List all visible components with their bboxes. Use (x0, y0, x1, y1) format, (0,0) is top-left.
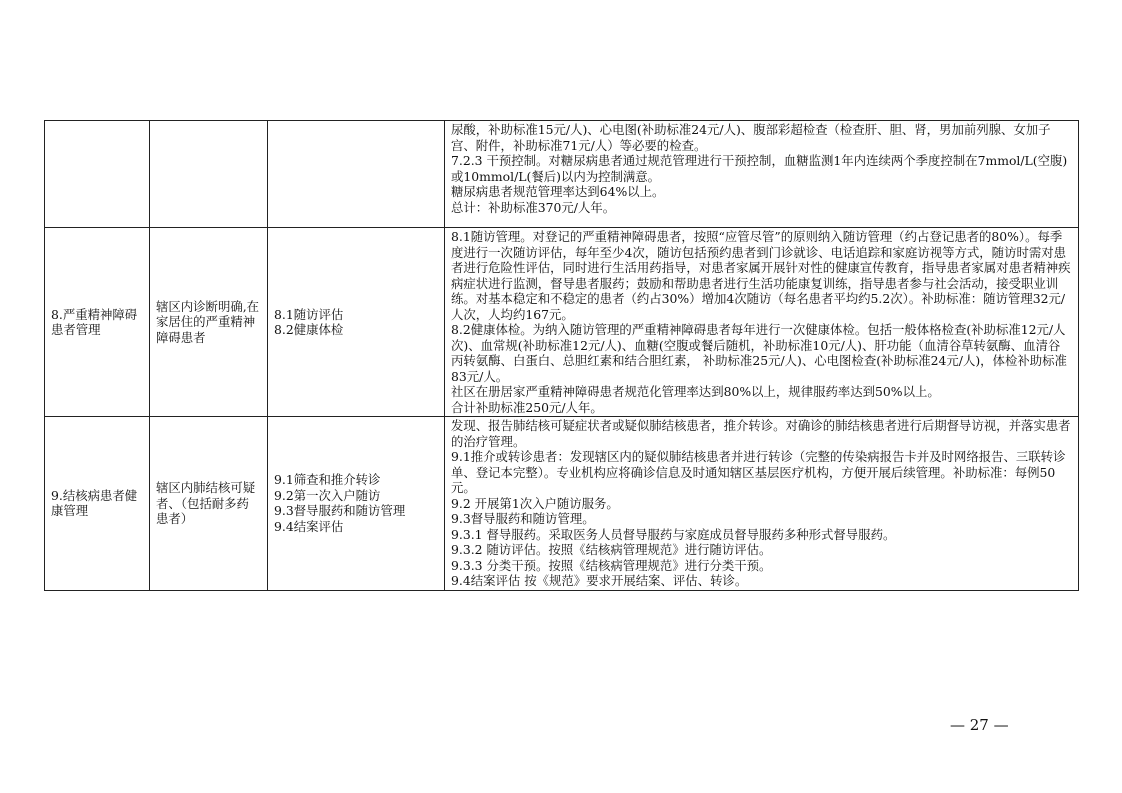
table-row-mental-disorder (45, 228, 1079, 417)
requirement-text: 发现、报告肺结核可疑症状者或疑似肺结核患者，推介转诊。对确诊的肺结核患者进行后期督导访视，并落实患者的治疗管理。 (451, 418, 1071, 449)
requirements-cell (445, 228, 1079, 417)
requirement-text: 7.2.3 干预控制。对糖尿病患者通过规范管理进行干预控制，血糖监测1年内连续两个季度控制在7mmol/L(空腹)或10mmol/L(餐后)以内为控制满意。 (451, 153, 1068, 184)
requirement-text: 糖尿病患者规范管理率达到64%以上。 (451, 184, 665, 199)
service-item: 9.1筛查和推介转诊 (274, 472, 381, 488)
requirement-text: 尿酸，补助标准15元/人)、心电图(补助标准24元/人)、腹部彩超检查（检查肝、胆、肾，男加前列腺、女加子宫、附件，补助标准71元/人）等必要的检查。 (451, 122, 1051, 153)
item-name-cell (45, 121, 150, 228)
target-population-cell (150, 121, 268, 228)
service-content-cell (268, 228, 445, 417)
requirement-text: 总计：补助标准370元/人年。 (451, 199, 616, 215)
requirement-text: 9.3.3 分类干预。按照《结核病管理规范》进行分类干预。 (451, 557, 772, 573)
page-number: — 27 — (950, 716, 1009, 734)
table-row-tuberculosis (45, 417, 1079, 591)
table-row-diabetes-continued (45, 121, 1079, 228)
requirement-text: 9.3.1 督导服药。采取医务人员督导服药与家庭成员督导服药多种形式督导服药。 (451, 526, 896, 542)
service-item: 9.3督导服药和随访管理 (274, 503, 406, 519)
requirement-text: 9.2 开展第1次入户随访服务。 (451, 495, 619, 511)
item-name-cell: 8.严重精神障碍患者管理 (45, 228, 150, 417)
requirement-text: 9.3.2 随访评估。按照《结核病管理规范》进行随访评估。 (451, 542, 772, 557)
service-content-cell (268, 121, 445, 228)
requirement-text: 8.1随访管理。对登记的严重精神障碍患者，按照“应管尽管”的原则纳入随访管理（约占登记患者的80%）。每季度进行一次随访评估，每年至少4次，随访包括预约患者到门诊就诊、电话追踪和家庭访视等方式，随访时需对患者进行危险性评估，同时进行生活用药指导，对患者家属开展针对性的健康宣传教育，指导患者家属对患者精神疾病症状进行监测，督导患者服药；鼓励和帮助患者进行生活功能康复训练，指导患者参与社会活动，接受职业训练。对基本稳定和不稳定的患者（约占30%）增加4次随访（每名患者平均约5.2次）。补助标准：随访管理32元/人次，人均约167元。 (451, 229, 1071, 322)
requirement-text: 社区在册居家严重精神障碍患者规范化管理率达到80%以上，规律服药率达到50%以上。 (451, 384, 940, 399)
service-content-cell (268, 417, 445, 591)
service-item: 8.1随访评估 (274, 306, 344, 322)
service-item: 9.4结案评估 (274, 518, 344, 534)
requirement-text: 8.2健康体检。为纳入随访管理的严重精神障碍患者每年进行一次健康体检。包括一般体格检查(补助标准12元/人次)、血常规(补助标准12元/人)、血糖(空腹或餐后随机，补助标准10元/人)、肝功能（血清谷草转氨酶、血清谷丙转氨酶、白蛋白、总胆红素和结合胆红素， 补助标准25元/人)、心电图检查(补助标准24元/人)，体检补助标准83元/人。 (451, 322, 1067, 384)
requirement-text: 9.3督导服药和随访管理。 (451, 511, 595, 526)
requirement-text: 9.4结案评估 按《规范》要求开展结案、评估、转诊。 (451, 573, 748, 588)
requirements-cell (445, 417, 1079, 591)
service-table (44, 120, 1079, 591)
requirement-text: 9.1推介或转诊患者：发现辖区内的疑似肺结核患者并进行转诊（完整的传染病报告卡并及时网络报告、三联转诊单、登记本完整）。专业机构应将确诊信息及时通知辖区基层医疗机构，方便开展后续管理。补助标准：每例50元。 (451, 449, 1066, 495)
requirement-text: 合计补助标准250元/人年。 (451, 399, 603, 415)
target-population-cell: 辖区内肺结核可疑者、（包括耐多药患者） (150, 417, 268, 591)
service-item: 8.2健康体检 (274, 322, 344, 337)
target-population-cell: 辖区内诊断明确,在家居住的严重精神障碍患者 (150, 228, 268, 417)
item-name-cell: 9.结核病患者健康管理 (45, 417, 150, 591)
requirements-cell (445, 121, 1079, 228)
service-item: 9.2第一次入户随访 (274, 487, 381, 503)
